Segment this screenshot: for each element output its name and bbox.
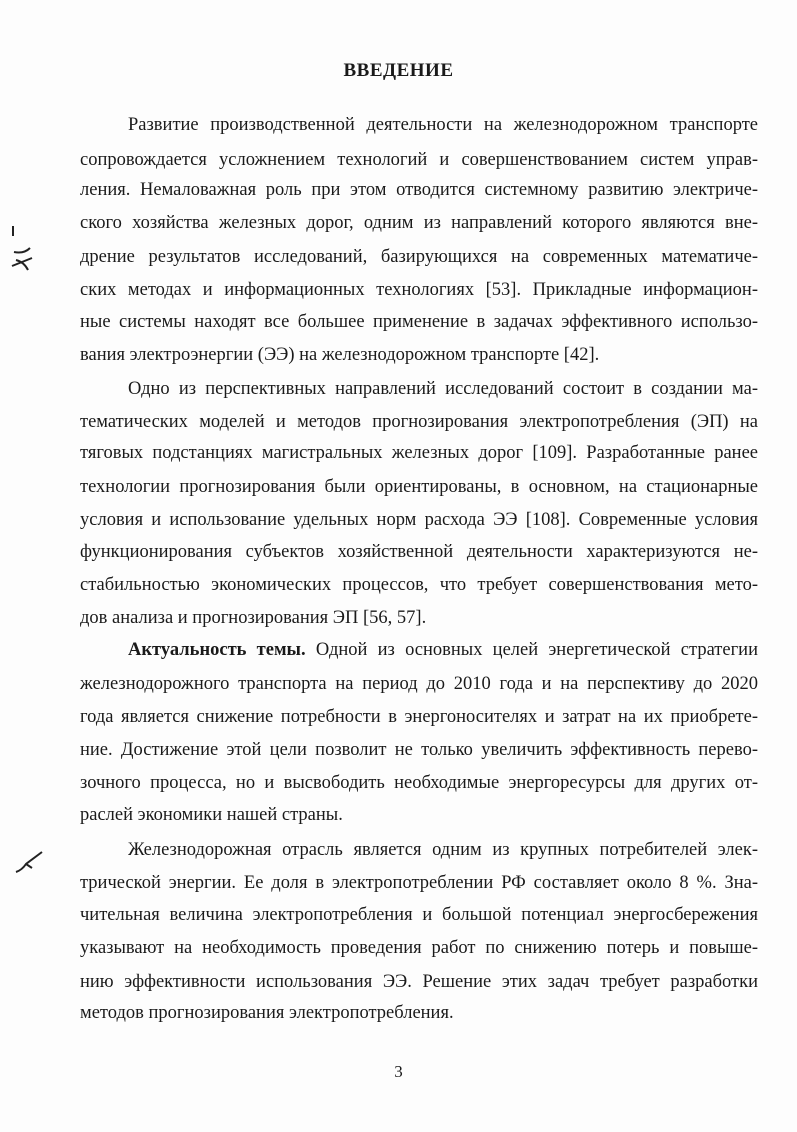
margin-pen-mark xyxy=(4,222,34,282)
paragraph-4-line-3: чительная величина электропотребления и большой потенциал энергосбережения xyxy=(80,905,758,925)
paragraph-2-line-7: стабильностью экономических процессов, что требует совершенствования мето- xyxy=(80,575,758,595)
paragraph-1-line-1: Развитие производственной деятельности на железнодорожном транспорте xyxy=(128,115,758,135)
paragraph-1-line-6: ских методах и информационных технологиях [53]. Прикладные информацион- xyxy=(80,280,758,300)
page-number: 3 xyxy=(394,1062,403,1081)
paragraph-2-line-2: тематических моделей и методов прогнозирования электропотребления (ЭП) на xyxy=(80,412,758,432)
paragraph-3-line-2: железнодорожного транспорта на период до 2010 года и на перспективу до 2020 xyxy=(80,674,758,694)
paragraph-3-line-3: года является снижение потребности в энергоносителях и затрат на их приобрете- xyxy=(80,707,758,727)
paragraph-2-line-5: условия и использование удельных норм расхода ЭЭ [108]. Современные условия xyxy=(80,510,758,530)
paragraph-3-line-1-text: Одной из основных целей энергетической стратегии xyxy=(305,640,758,660)
section-label: Актуальность темы. xyxy=(128,640,306,660)
paragraph-2-line-6: функционирования субъектов хозяйственной деятельности характеризуются не- xyxy=(80,542,758,562)
paragraph-1-line-7: ные системы находят все большее применение в задачах эффективного использо- xyxy=(80,312,758,332)
paragraph-3-line-5: зочного процесса, но и высвободить необходимые энергоресурсы для других от- xyxy=(80,773,758,793)
paragraph-2-line-4: технологии прогнозирования были ориентированы, в основном, на стационарные xyxy=(80,477,758,497)
paragraph-2-line-3: тяговых подстанциях магистральных железных дорог [109]. Разработанные ранее xyxy=(80,443,758,463)
paragraph-4-line-1: Железнодорожная отрасль является одним из крупных потребителей элек- xyxy=(128,840,758,860)
paragraph-4-line-2: трической энергии. Ее доля в электропотреблении РФ составляет около 8 %. Зна- xyxy=(80,873,758,893)
paragraph-1-line-4: ского хозяйства железных дорог, одним из направлений которого являются вне- xyxy=(80,213,758,233)
paragraph-1-line-8: вания электроэнергии (ЭЭ) на железнодорожном транспорте [42]. xyxy=(80,345,600,365)
paragraph-3-line-6: раслей экономики нашей страны. xyxy=(80,805,343,825)
paragraph-4-line-5: нию эффективности использования ЭЭ. Решение этих задач требует разработки xyxy=(80,972,758,992)
paragraph-4-line-6: методов прогнозирования электропотребления. xyxy=(80,1003,454,1023)
margin-checkmark xyxy=(12,850,46,880)
paragraph-1-line-2: сопровождается усложнением технологий и совершенствованием систем управ- xyxy=(80,150,758,170)
paragraph-1-line-3: ления. Немаловажная роль при этом отводится системному развитию электриче- xyxy=(80,180,758,200)
paragraph-3-line-1 xyxy=(128,638,758,662)
page-title: ВВЕДЕНИЕ xyxy=(343,60,454,81)
paragraph-2-line-1: Одно из перспективных направлений исследований состоит в создании ма- xyxy=(128,379,758,399)
paragraph-3-line-4: ние. Достижение этой цели позволит не только увеличить эффективность перево- xyxy=(80,740,758,760)
paragraph-2-line-8: дов анализа и прогнозирования ЭП [56, 57]. xyxy=(80,608,427,628)
paragraph-4-line-4: указывают на необходимость проведения работ по снижению потерь и повыше- xyxy=(80,938,758,958)
paragraph-1-line-5: дрение результатов исследований, базирующихся на современных математиче- xyxy=(80,247,758,267)
